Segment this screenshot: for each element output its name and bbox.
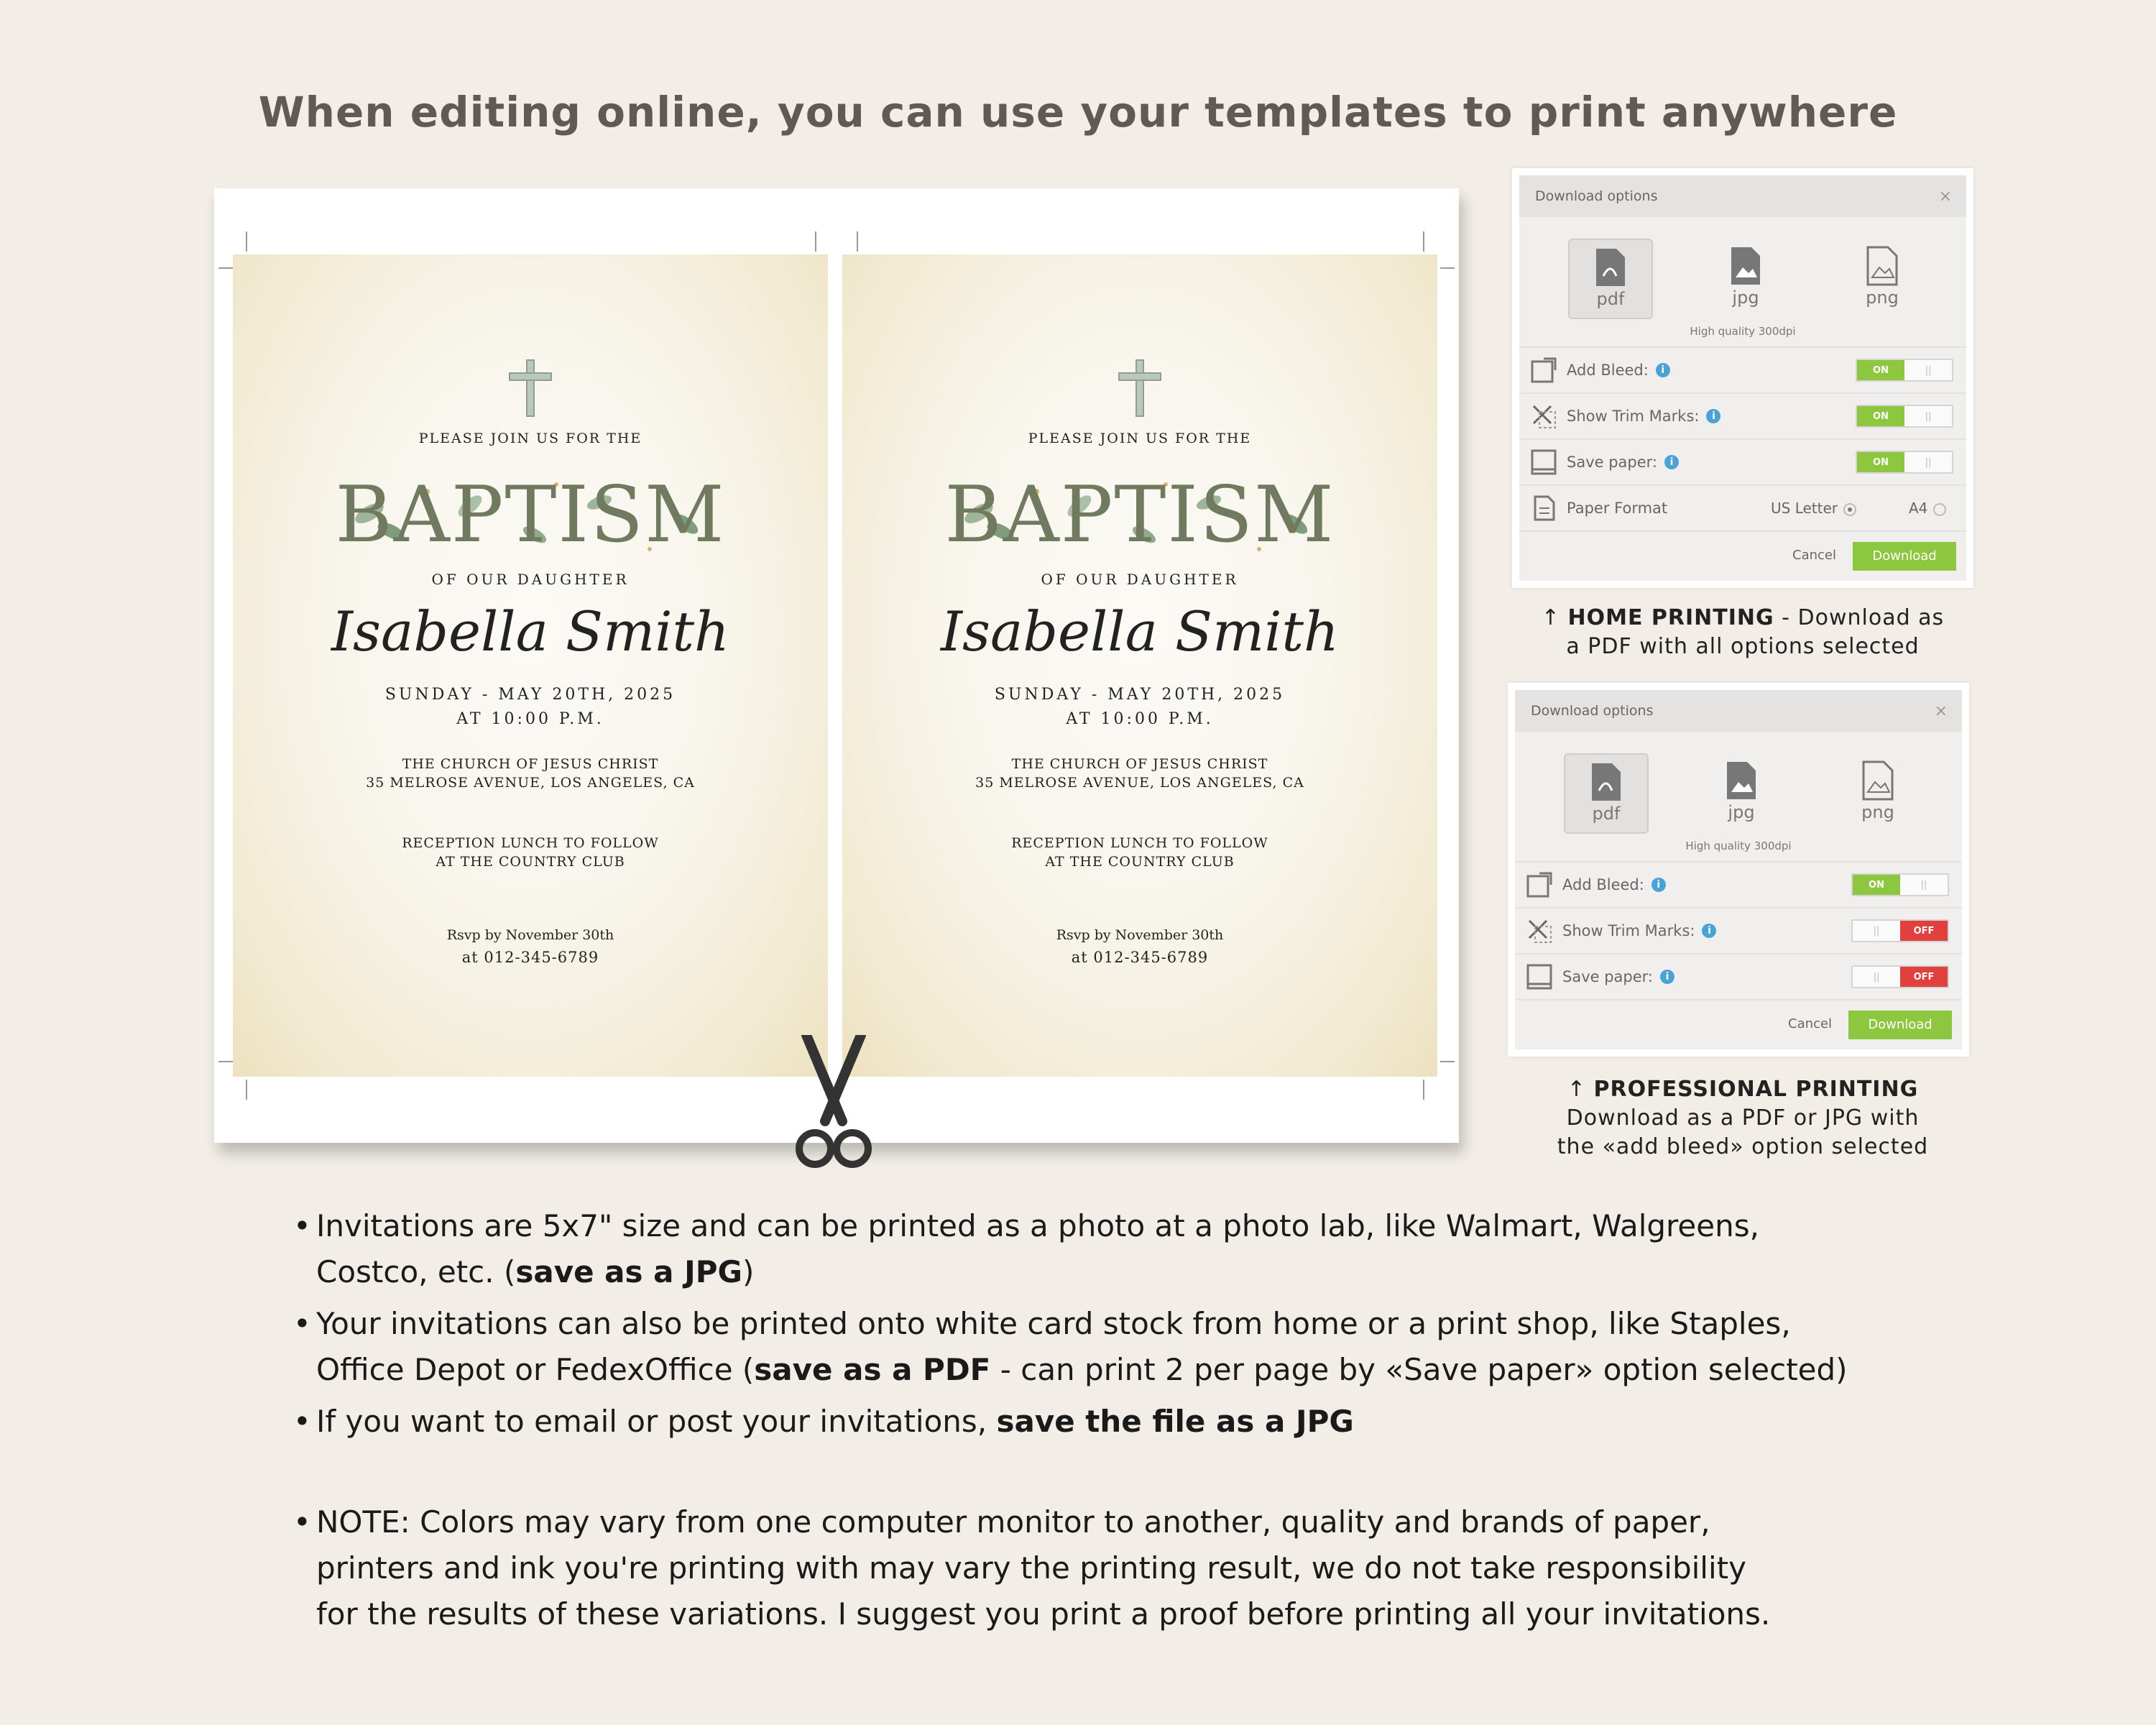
cancel-button[interactable]: Cancel xyxy=(1792,548,1836,563)
cross-icon xyxy=(1118,359,1161,417)
save-paper-row: Save paper: i || OFF xyxy=(1515,953,1962,999)
cancel-button[interactable]: Cancel xyxy=(1788,1016,1832,1031)
radio-icon[interactable] xyxy=(1933,503,1946,516)
save-paper-icon xyxy=(1525,962,1554,991)
show-trim-toggle[interactable]: || OFF xyxy=(1851,919,1949,942)
invite-church: THE CHURCH OF JESUS CHRIST xyxy=(402,756,659,772)
list-item: • Invitations are 5x7" size and can be printed as a photo at a photo lab, like Walmart, Walgreens, Costco, etc. (save as a JPG) xyxy=(293,1208,1759,1289)
invite-title: BAPTISM xyxy=(335,470,726,560)
trim-scissors-icon xyxy=(1529,402,1558,431)
pdf-file-icon xyxy=(1590,762,1622,802)
list-item: • If you want to email or post your invitations, save the file as a JPG xyxy=(293,1404,1354,1439)
invite-title: BAPTISM xyxy=(944,470,1335,560)
a4-option[interactable]: A4 xyxy=(1909,500,1946,517)
trim-mark xyxy=(218,267,233,269)
trim-mark xyxy=(1440,267,1455,269)
invite-join-text: PLEASE JOIN US FOR THE xyxy=(1028,431,1252,446)
print-sheet xyxy=(214,188,1459,1143)
trim-mark xyxy=(246,1080,247,1100)
arrow-up-icon: ↑ xyxy=(1567,1077,1594,1102)
show-trim-row: Show Trim Marks: i || OFF xyxy=(1515,907,1962,953)
invite-address: 35 MELROSE AVENUE, LOS ANGELES, CA xyxy=(366,775,695,791)
png-file-icon xyxy=(1862,760,1894,801)
invite-phone: at 012-345-6789 xyxy=(1071,949,1209,966)
invite-phone: at 012-345-6789 xyxy=(461,949,599,966)
close-icon[interactable]: × xyxy=(1938,187,1952,206)
save-paper-row: Save paper: i ON || xyxy=(1519,438,1966,484)
trim-mark xyxy=(218,1061,233,1062)
scissors-icon xyxy=(791,1035,877,1172)
jpg-file-icon xyxy=(1726,760,1757,801)
dialog-title: Download options xyxy=(1531,703,1654,719)
format-jpg-button[interactable]: jpg xyxy=(1699,753,1784,834)
trim-scissors-icon xyxy=(1525,916,1554,945)
invite-time: AT 10:00 P.M. xyxy=(1066,710,1214,728)
us-letter-option[interactable]: US Letter xyxy=(1771,500,1856,517)
quality-note: High quality 300dpi xyxy=(1690,325,1796,338)
dialog-titlebar xyxy=(1519,175,1966,217)
format-png-button[interactable]: png xyxy=(1840,239,1925,319)
pro-printing-caption: ↑ PROFESSIONAL PRINTING Download as a PDF or JPG with the «add bleed» option selected xyxy=(1557,1077,1929,1159)
invite-date: SUNDAY - MAY 20TH, 2025 xyxy=(384,686,676,704)
invite-rsvp: Rsvp by November 30th xyxy=(1056,927,1224,943)
save-paper-icon xyxy=(1529,448,1558,477)
dialog-title: Download options xyxy=(1535,188,1658,204)
trim-mark xyxy=(1440,1061,1455,1062)
trim-mark xyxy=(1423,231,1424,252)
invite-reception: RECEPTION LUNCH TO FOLLOW xyxy=(402,835,659,851)
invite-reception: RECEPTION LUNCH TO FOLLOW xyxy=(1011,835,1268,851)
add-bleed-toggle[interactable]: ON || xyxy=(1851,873,1949,896)
quality-note: High quality 300dpi xyxy=(1685,840,1792,852)
format-pdf-button[interactable]: pdf xyxy=(1568,239,1653,319)
instructions-list xyxy=(293,1203,2018,1643)
format-png-button[interactable]: png xyxy=(1835,753,1920,834)
download-options-dialog-pro xyxy=(1508,683,1969,1057)
format-selector xyxy=(1515,732,1962,861)
info-icon[interactable]: i xyxy=(1656,363,1670,377)
dialog-titlebar xyxy=(1515,690,1962,732)
show-trim-toggle[interactable]: ON || xyxy=(1856,405,1953,428)
trim-mark xyxy=(857,231,858,252)
pdf-file-icon xyxy=(1595,247,1626,288)
format-pdf-button[interactable]: pdf xyxy=(1564,753,1649,834)
info-icon[interactable]: i xyxy=(1660,970,1674,984)
page-headline: When editing online, you can use your templates to print anywhere xyxy=(258,88,1898,137)
home-printing-caption: ↑ HOME PRINTING - Download as a PDF with all options selected xyxy=(1541,605,1945,659)
invite-subtitle: OF OUR DAUGHTER xyxy=(431,571,630,588)
invite-subtitle: OF OUR DAUGHTER xyxy=(1041,571,1239,588)
invite-time: AT 10:00 P.M. xyxy=(456,710,604,728)
radio-checked-icon[interactable] xyxy=(1843,503,1856,516)
add-bleed-row: Add Bleed: i ON || xyxy=(1519,346,1966,392)
show-trim-row: Show Trim Marks: i ON || xyxy=(1519,392,1966,438)
invite-venue: AT THE COUNTRY CLUB xyxy=(436,854,625,870)
download-options-dialog-home xyxy=(1512,168,1973,588)
invitation-card-right xyxy=(842,254,1437,1077)
invite-date: SUNDAY - MAY 20TH, 2025 xyxy=(994,686,1286,704)
info-icon[interactable]: i xyxy=(1651,878,1666,892)
invite-name: Isabella Smith xyxy=(941,599,1339,663)
paper-format-row: Paper Format US Letter A4 xyxy=(1519,484,1966,530)
jpg-file-icon xyxy=(1730,246,1761,286)
bleed-icon xyxy=(1529,356,1558,385)
invite-join-text: PLEASE JOIN US FOR THE xyxy=(418,431,642,446)
invite-rsvp: Rsvp by November 30th xyxy=(446,927,614,943)
list-item: • Your invitations can also be printed onto white card stock from home or a print shop, like Staples, Office Depot or FedexOffice (save as a PDF - can print 2 per page by «Save paper» option selected) xyxy=(293,1306,1848,1387)
trim-mark xyxy=(815,231,816,252)
arrow-up-icon: ↑ xyxy=(1541,605,1568,630)
invite-address: 35 MELROSE AVENUE, LOS ANGELES, CA xyxy=(975,775,1304,791)
png-file-icon xyxy=(1866,246,1898,286)
invite-venue: AT THE COUNTRY CLUB xyxy=(1045,854,1235,870)
info-icon[interactable]: i xyxy=(1702,924,1716,938)
dialog-footer xyxy=(1515,999,1962,1049)
bleed-icon xyxy=(1525,870,1554,899)
invite-name: Isabella Smith xyxy=(331,599,729,663)
dialog-footer xyxy=(1519,530,1966,581)
trim-mark xyxy=(1423,1080,1424,1100)
invitation-card-left xyxy=(233,254,828,1077)
add-bleed-row: Add Bleed: i ON || xyxy=(1515,861,1962,907)
format-selector xyxy=(1519,217,1966,346)
add-bleed-toggle[interactable]: ON || xyxy=(1856,359,1953,382)
save-paper-toggle[interactable]: ON || xyxy=(1856,451,1953,474)
invite-church: THE CHURCH OF JESUS CHRIST xyxy=(1011,756,1268,772)
save-paper-toggle[interactable]: || OFF xyxy=(1851,965,1949,988)
download-button[interactable]: Download xyxy=(1853,542,1956,571)
trim-mark xyxy=(246,231,247,252)
close-icon[interactable]: × xyxy=(1934,702,1948,720)
download-button[interactable]: Download xyxy=(1848,1011,1952,1039)
format-jpg-button[interactable]: jpg xyxy=(1703,239,1788,319)
document-icon xyxy=(1529,494,1558,523)
info-icon[interactable]: i xyxy=(1706,409,1720,423)
cross-icon xyxy=(509,359,552,417)
info-icon[interactable]: i xyxy=(1664,455,1679,469)
list-item-note: • NOTE: Colors may vary from one computer monitor to another, quality and brands of paper, printers and ink you're printing with may vary the printing result, we do not take responsibility for the results of these variations. I suggest you print a proof before printing all your invitations. xyxy=(293,1504,1771,1632)
